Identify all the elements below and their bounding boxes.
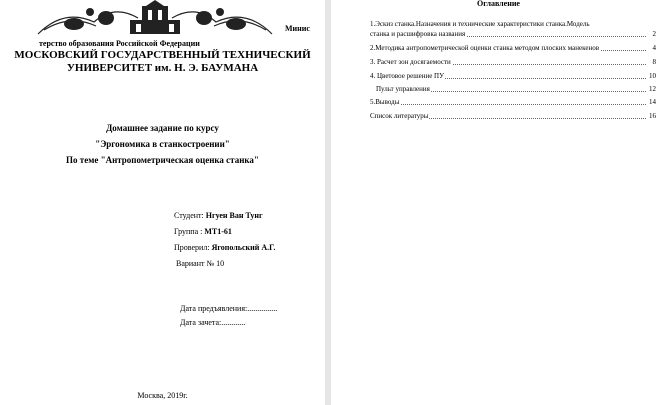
student-line [174,212,263,220]
city-year: Москва, 2019г. [137,391,188,400]
toc-entry-page: 16 [649,112,656,120]
toc-entry[interactable] [376,84,656,94]
toc-entry[interactable] [370,71,656,81]
checked-label: Проверил: [174,243,210,252]
ministry-header: терство образования Российской Федерации [39,39,200,48]
student-label: Студент: [174,211,204,220]
toc-entry[interactable] [370,111,656,121]
group-label: Группа : [174,227,203,236]
variant-line: Вариант № 10 [176,259,225,268]
toc-entry-page: 10 [649,72,656,80]
group-line [174,228,232,236]
checked-value: Ягопольский А.Г. [211,243,276,252]
toc-entry-page: 2 [652,30,656,38]
university-name-line-2: УНИВЕРСИТЕТ им. Н. Э. БАУМАНА [66,62,259,74]
university-name-line-1: МОСКОВСКИЙ ГОСУДАРСТВЕННЫЙ ТЕХНИЧЕСКИЙ [14,49,311,61]
topic-name: По теме "Антропометрическая оценка станка" [66,155,259,165]
checked-by-line [174,244,275,252]
toc-entry-label: 3. Расчет зон досягаемости [370,58,451,66]
homework-title: Домашнее задание по курсу [106,123,219,133]
student-name: Нгуен Ван Тунг [205,211,263,220]
toc-page [331,0,666,405]
toc-title: Оглавление [477,0,520,8]
toc-entry-1-first-line[interactable]: 1.Эскиз станка.Назначения и технические характеристики станка.Модель [370,20,590,28]
toc-entry-page: 8 [652,58,656,66]
toc-entry-label: Список литературы [370,112,429,120]
toc-entry-page: 12 [649,85,656,93]
submission-date-line: Дата предъявления:............... [180,304,278,313]
test-date-line: Дата зачета:............ [180,318,246,327]
university-emblem-illustration [34,0,276,36]
toc-entry-page: 4 [652,44,656,52]
toc-entry-label: Пульт управления [376,85,430,93]
ministry-header-fragment: Минис [285,24,310,33]
toc-entry[interactable] [370,43,656,53]
toc-entry-label: 2.Методика антропометрической оценки станка методом плоских манекенов [370,44,600,52]
title-page [0,0,325,405]
toc-entry[interactable] [370,97,656,107]
toc-entry-page: 14 [649,98,656,106]
toc-entry[interactable] [370,29,656,39]
dot-leader [370,104,646,105]
group-value: МТ1-61 [204,227,232,236]
course-name: "Эргономика в станкостроении" [95,139,230,149]
toc-entry-label: станка и расшифровка названия [370,30,466,38]
toc-entry[interactable] [370,57,656,67]
toc-entry-label: 5.Выводы [370,98,400,106]
toc-entry-label: 4. Цветовое решение ПУ [370,72,445,80]
